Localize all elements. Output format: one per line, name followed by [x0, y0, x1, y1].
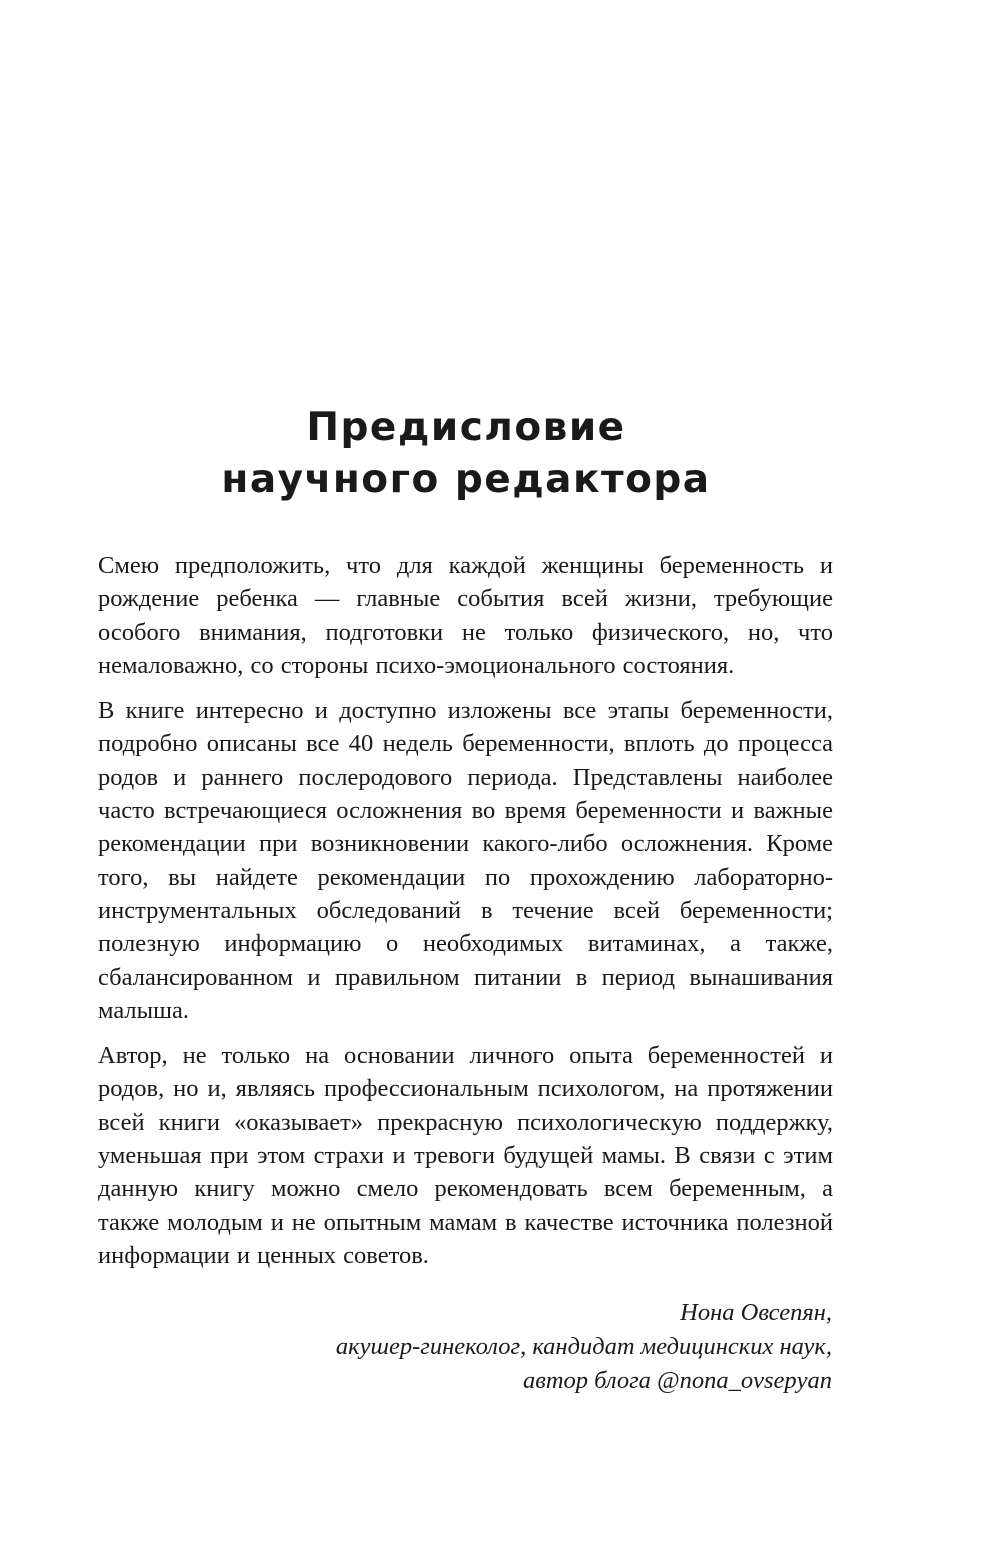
- body-text: [98, 549, 833, 1284]
- title-line-1: Предисловие: [306, 405, 626, 450]
- signature-position: акушер-гинеколог, кандидат медицинских наук,: [335, 1333, 832, 1360]
- signature-block: [336, 1296, 832, 1398]
- title-line-2: научного редактора: [221, 457, 711, 502]
- paragraph-2: В книге интересно и доступно изложены все этапы беременности, подробно описаны все 40 недель беременности, вплоть до процесса родов и раннего послеродового периода. Представлены наиболее часто встречающиеся осложнения во время беременности и важные рекомендации при возникновении какого-либо осложнения. Кроме того, вы найдете рекомендации по прохождению лабораторно-инструментальных обследований в течение всей беременности; полезную информацию о необходимых витаминах, а также, сбалансированном и правильном питании в период вынашивания малыша.: [98, 697, 833, 1024]
- signature-blog: автор блога @nona_ovsepyan: [522, 1367, 832, 1394]
- signature-name: Нона Овсепян,: [680, 1299, 832, 1326]
- page-title: [0, 402, 932, 506]
- paragraph-1: Смею предположить, что для каждой женщины беременность и рождение ребенка — главные события всей жизни, требующие особого внимания, подготовки не только физического, но, что немаловажно, со стороны психо-эмоционального состояния.: [98, 552, 833, 679]
- paragraph-3: Автор, не только на основании личного опыта беременностей и родов, но и, являясь профессиональным психологом, на протяжении всей книги «оказывает» прекрасную психологическую поддержку, уменьшая при этом страхи и тревоги будущей мамы. В связи с этим данную книгу можно смело рекомендовать всем беременным, а также молодым и не опытным мамам в качестве источника полезной информации и ценных советов.: [98, 1042, 833, 1269]
